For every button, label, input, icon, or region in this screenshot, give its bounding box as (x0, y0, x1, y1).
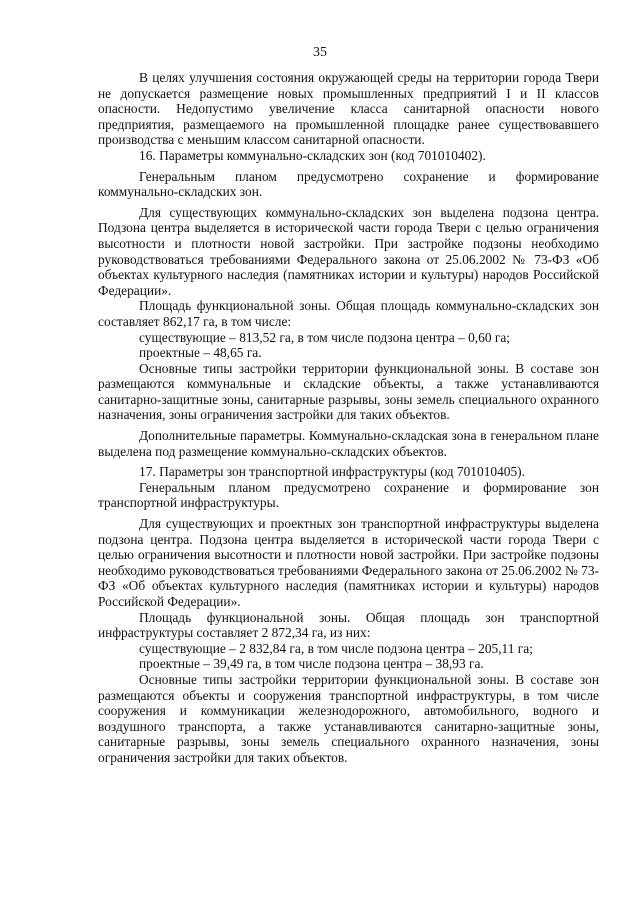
paragraph: Для существующих коммунально-складских зон выделена подзона центра. Подзона центра выделяется в исторической части города Твери с целью ограничения высотности и плотности новой застройки. При застройке подзоны необходимо руководствоваться требованиями Федерального закона от 25.06.2002 № 73-ФЗ «Об объектах культурного наследия (памятниках истории и культуры) народов Российской Федерации». (98, 204, 599, 298)
list-item: проектные – 48,65 га. (139, 345, 262, 361)
paragraph: Дополнительные параметры. Коммунально-складская зона в генеральном плане выделена под размещение коммунально-складских объектов. (98, 428, 599, 459)
paragraph: Для существующих и проектных зон транспортной инфраструктуры выделена подзона центра. Подзона центра выделяется в исторической части города Твери с целью ограничения высотности и плотности новой застройки. При застройке подзоны необходимо руководствоваться требованиями Федерального закона от 25.06.2002 № 73-ФЗ «Об объектах культурного наследия (памятниках истории и культуры) народов Российской Федерации». (98, 516, 600, 609)
document-body (98, 70, 599, 766)
paragraph: В целях улучшения состояния окружающей среды на территории города Твери не допускается размещение новых промышленных предприятий I и II классов опасности. Недопустимо увеличение класса санитарной опасности нового предприятия, размещаемого на промышленной площадке ранее существовавшего производства с меньшим классом санитарной опасности. (98, 70, 599, 148)
list-item: существующие – 813,52 га, в том числе подзона центра – 0,60 га; (139, 329, 511, 345)
paragraph: Площадь функциональной зоны. Общая площадь зон транспортной инфраструктуры составляет 2 872,34 га, из них: (98, 609, 599, 641)
list-item: проектные – 39,49 га, в том числе подзона центра – 38,93 га. (139, 656, 484, 672)
section-heading: 16. Параметры коммунально-складских зон (код 701010402). (139, 147, 486, 163)
paragraph: Генеральным планом предусмотрено сохранение и формирование зон транспортной инфраструктуры. (98, 479, 599, 511)
paragraph: Генеральным планом предусмотрено сохранение и формирование коммунально-складских зон. (98, 168, 599, 200)
paragraph: Площадь функциональной зоны. Общая площадь коммунально-складских зон составляет 862,17 га, в том числе: (98, 298, 599, 329)
section-heading: 17. Параметры зон транспортной инфраструктуры (код 701010405). (139, 464, 525, 480)
paragraph: Основные типы застройки территории функциональной зоны. В составе зон размещаются объекты и сооружения транспортной инфраструктуры, в том числе сооружения и коммуникации железнодорожного, автомобильного, водного и воздушного транспорта, а также устанавливаются санитарно-защитные зоны, санитарные разрывы, зоны земель специального охранного назначения, зоны ограничения застройки для таких объектов. (98, 671, 599, 765)
page-number: 35 (313, 45, 327, 60)
paragraph: Основные типы застройки территории функциональной зоны. В составе зон размещаются коммунальные и складские объекты, а также устанавливаются санитарно-защитные зоны, санитарные разрывы, зоны земель специального охранного назначения, зоны ограничения застройки для таких объектов. (98, 360, 599, 423)
list-item: существующие – 2 832,84 га, в том числе подзона центра – 205,11 га; (139, 640, 533, 656)
